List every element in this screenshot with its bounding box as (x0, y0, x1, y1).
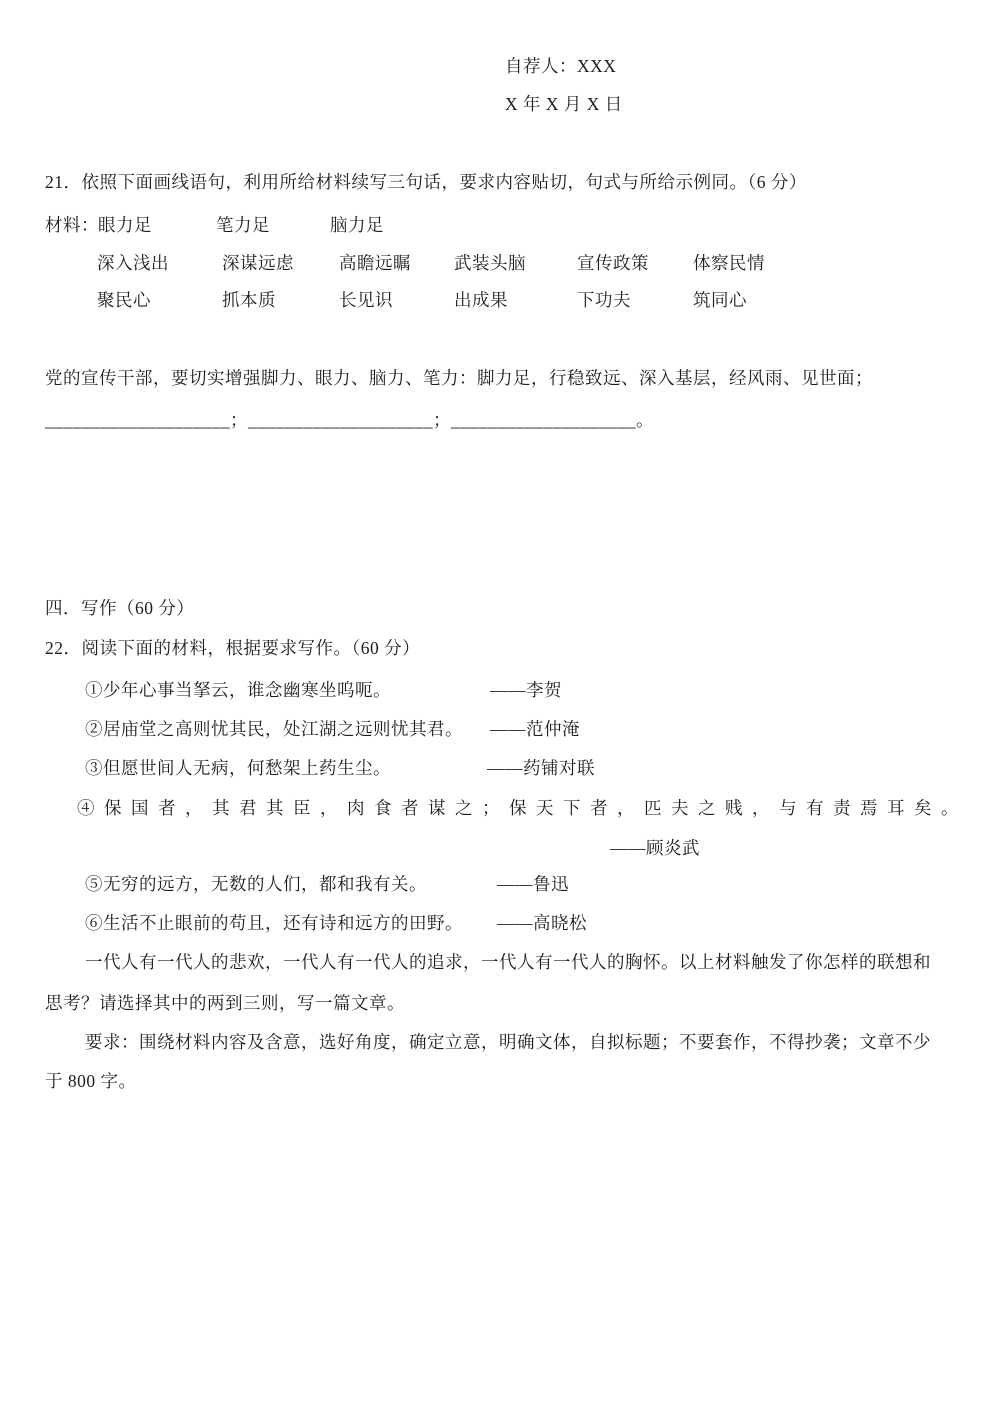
materials-cell: 长见识 (339, 290, 393, 310)
discussion-line-2: 思考？请选择其中的两到三则，写一篇文章。 (45, 993, 405, 1013)
quote-4-attribution: ——顾炎武 (610, 838, 700, 858)
example-sentence: 党的宣传干部，要切实增强脚力、眼力、脑力、笔力：脚力足，行稳致远、深入基层，经风雨、见世面； (45, 368, 873, 388)
materials-cell: 高瞻远瞩 (339, 253, 411, 273)
materials-cell: 抓本质 (222, 290, 276, 310)
materials-cell: 宣传政策 (577, 253, 649, 273)
quote-1-text: ①少年心事当拏云，谁念幽寒坐呜呃。 (85, 680, 391, 700)
discussion-line-1: 一代人有一代人的悲欢，一代人有一代人的追求，一代人有一代人的胸怀。以上材料触发了你怎样的联想和 (85, 952, 931, 972)
quote-6-attribution: ——高晓松 (497, 913, 587, 933)
quote-3-text: ③但愿世间人无病，何愁架上药生尘。 (85, 758, 391, 778)
quote-1-attribution: ——李贺 (490, 680, 562, 700)
question-22-prompt: 22．阅读下面的材料，根据要求写作。（60 分） (45, 638, 421, 658)
materials-cell: 脑力足 (330, 215, 384, 235)
materials-cell: 聚民心 (97, 290, 151, 310)
requirements-line-1: 要求：围绕材料内容及含意，选好角度，确定立意，明确文体，自拟标题；不要套作，不得抄袭；文章不少 (85, 1032, 931, 1052)
materials-cell: 深入浅出 (97, 253, 169, 273)
materials-cell: 下功夫 (577, 290, 631, 310)
materials-cell: 体察民情 (693, 253, 765, 273)
materials-cell: 武装头脑 (454, 253, 526, 273)
requirements-line-2: 于 800 字。 (45, 1071, 137, 1091)
question-21-prompt: 21．依照下面画线语句，利用所给材料续写三句话，要求内容贴切，句式与所给示例同。（6 分） (45, 172, 807, 192)
materials-cell: 眼力足 (98, 215, 152, 235)
quote-4-text: ④保国者，其君其臣，肉食者谋之；保天下者，匹夫之贱，与有责焉耳矣。 (77, 798, 968, 818)
quote-2-text: ②居庙堂之高则忧其民，处江湖之远则忧其君。 (85, 719, 463, 739)
section-4-heading: 四．写作（60 分） (45, 598, 195, 618)
answer-blanks: ____________________；____________________；____________________。 (45, 410, 654, 430)
quote-5-attribution: ——鲁迅 (497, 874, 569, 894)
materials-label: 材料： (45, 215, 99, 235)
quote-2-attribution: ——范仲淹 (490, 719, 580, 739)
quote-3-attribution: ——药铺对联 (487, 758, 595, 778)
closing-date: X 年 X 月 X 日 (505, 94, 623, 114)
materials-cell: 筑同心 (693, 290, 747, 310)
materials-cell: 深谋远虑 (222, 253, 294, 273)
materials-cell: 出成果 (454, 290, 508, 310)
materials-cell: 笔力足 (216, 215, 270, 235)
closing-signer: 自荐人：XXX (505, 56, 617, 76)
quote-5-text: ⑤无穷的远方，无数的人们，都和我有关。 (85, 874, 427, 894)
quote-6-text: ⑥生活不止眼前的苟且，还有诗和远方的田野。 (85, 913, 463, 933)
